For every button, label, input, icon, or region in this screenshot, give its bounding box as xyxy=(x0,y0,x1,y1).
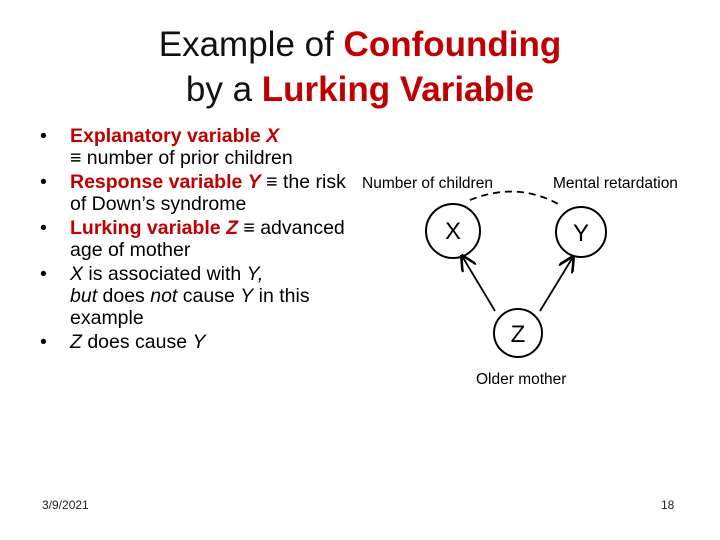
title-line-1-prefix: Example of xyxy=(158,25,344,64)
bullet-var: Z xyxy=(226,217,238,239)
bullet-text: cause xyxy=(177,285,241,307)
bullet-text: advanced age of mother xyxy=(70,217,345,261)
node-z-label: Z xyxy=(510,321,526,348)
bullet-var: X xyxy=(70,263,84,285)
label-number-of-children: Number of children xyxy=(362,175,493,192)
bullet-response-variable xyxy=(40,171,360,215)
bullet-list xyxy=(40,125,360,355)
arrow-z-to-y xyxy=(540,257,573,311)
bullet-text: ≡ number of prior children xyxy=(70,147,293,169)
title-line-2-prefix: by a xyxy=(185,70,262,109)
bullet-text: does xyxy=(97,285,151,307)
arrow-z-to-x xyxy=(462,256,495,311)
bullet-symbol: ≡ xyxy=(237,217,255,239)
bullet-text-emphasis: not xyxy=(150,285,178,307)
dashed-association-arc xyxy=(470,192,560,205)
bullet-text: does cause xyxy=(81,331,193,353)
node-y-label: Y xyxy=(572,220,590,247)
slide-title xyxy=(0,22,720,112)
confounding-diagram xyxy=(355,160,705,400)
footer-date: 3/9/2021 xyxy=(42,498,89,512)
bullet-text-emphasis: but xyxy=(70,285,98,307)
bullet-text: is associated with xyxy=(83,263,247,285)
page-number: 18 xyxy=(661,498,675,512)
bullet-var: Y xyxy=(192,331,206,353)
label-older-mother: Older mother xyxy=(476,371,567,388)
bullet-explanatory-variable xyxy=(40,125,360,169)
title-line-2 xyxy=(0,67,720,112)
bullet-label: Explanatory variable xyxy=(70,125,267,147)
bullet-var: X xyxy=(266,125,280,147)
node-x-label: X xyxy=(444,218,462,245)
bullet-var: Z xyxy=(70,331,82,353)
bullet-text: the risk of Down’s syndrome xyxy=(70,171,346,215)
title-line-1 xyxy=(0,22,720,67)
title-highlight-confounding: Confounding xyxy=(343,25,562,64)
bullet-var: Y, xyxy=(246,263,264,285)
bullet-label: Lurking variable xyxy=(70,217,227,239)
bullet-text: in this example xyxy=(70,285,310,329)
title-highlight-lurking-variable: Lurking Variable xyxy=(261,70,535,109)
bullet-symbol: ≡ xyxy=(260,171,278,193)
bullet-lurking-variable xyxy=(40,217,360,261)
bullet-label: Response variable xyxy=(70,171,248,193)
bullet-association xyxy=(40,263,360,329)
bullet-causation xyxy=(40,331,360,353)
bullet-var: Y xyxy=(240,285,254,307)
bullet-var: Y xyxy=(247,171,261,193)
label-mental-retardation: Mental retardation xyxy=(553,175,678,192)
